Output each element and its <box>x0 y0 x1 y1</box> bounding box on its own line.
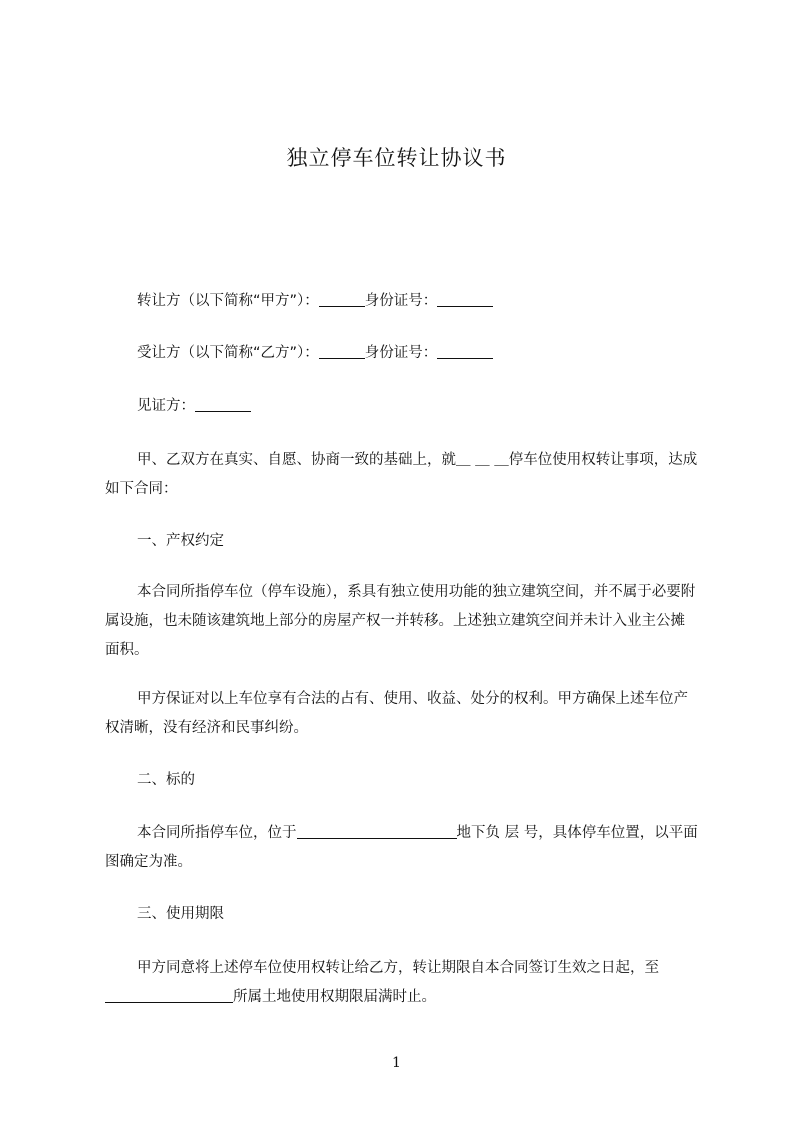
transferor-id-blank <box>437 292 493 307</box>
section-1-paragraph-1: 本合同所指停车位（停车设施），系具有独立使用功能的独立建筑空间，并不属于必要附属设施，也未随该建筑地上部分的房屋产权一并转移。上述独立建筑空间并未计入业主公摊面积。 <box>105 584 696 658</box>
section-2-before: 本合同所指停车位，位于 <box>137 825 297 841</box>
transferee-id-blank <box>437 344 493 359</box>
transferee-id-label: 身份证号： <box>364 345 438 361</box>
location-blank <box>297 824 457 839</box>
transferor-id-label: 身份证号： <box>364 293 438 309</box>
section-3-before: 甲方同意将上述停车位使用权转让给乙方，转让期限自本合同签订生效之日起，至 <box>137 960 659 976</box>
page-number: 1 <box>392 1055 401 1071</box>
transferor-name-blank <box>319 292 365 307</box>
transferee-line <box>105 339 699 368</box>
intro-paragraph <box>105 446 699 504</box>
section-2-paragraph <box>105 819 699 877</box>
witness-blank <box>195 397 251 412</box>
section-2-heading: 二、标的 <box>137 772 195 788</box>
section-3-heading: 三、使用期限 <box>137 906 224 922</box>
document-title: 独立停车位转让协议书 <box>286 146 507 170</box>
section-3-paragraph <box>105 954 699 1012</box>
term-end-blank <box>105 988 233 1003</box>
section-1-paragraph-2: 甲方保证对以上车位享有合法的占有、使用、收益、处分的权利。甲方确保上述车位产权清晰，没有经济和民事纠纷。 <box>105 691 688 736</box>
section-1-heading: 一、产权约定 <box>137 533 224 549</box>
intro-gaps: ＿ ＿ ＿ <box>456 452 509 468</box>
witness-label: 见证方： <box>137 398 195 414</box>
intro-before: 甲、乙双方在真实、自愿、协商一致的基础上，就 <box>137 452 456 468</box>
transferee-name-blank <box>319 344 365 359</box>
section-2-after: 地下负 层 号，具体停车位置，以平面图确定为准。 <box>105 825 698 870</box>
section-3-after: 所属土地使用权期限届满时止。 <box>233 989 436 1005</box>
witness-line <box>105 392 699 421</box>
intro-after: 停车位使用权转让事项，达成如下合同： <box>105 452 698 497</box>
transferor-label: 转让方（以下简称“甲方”）： <box>137 293 319 309</box>
transferee-label: 受让方（以下简称“乙方”）： <box>137 345 319 361</box>
transferor-line <box>105 287 699 316</box>
